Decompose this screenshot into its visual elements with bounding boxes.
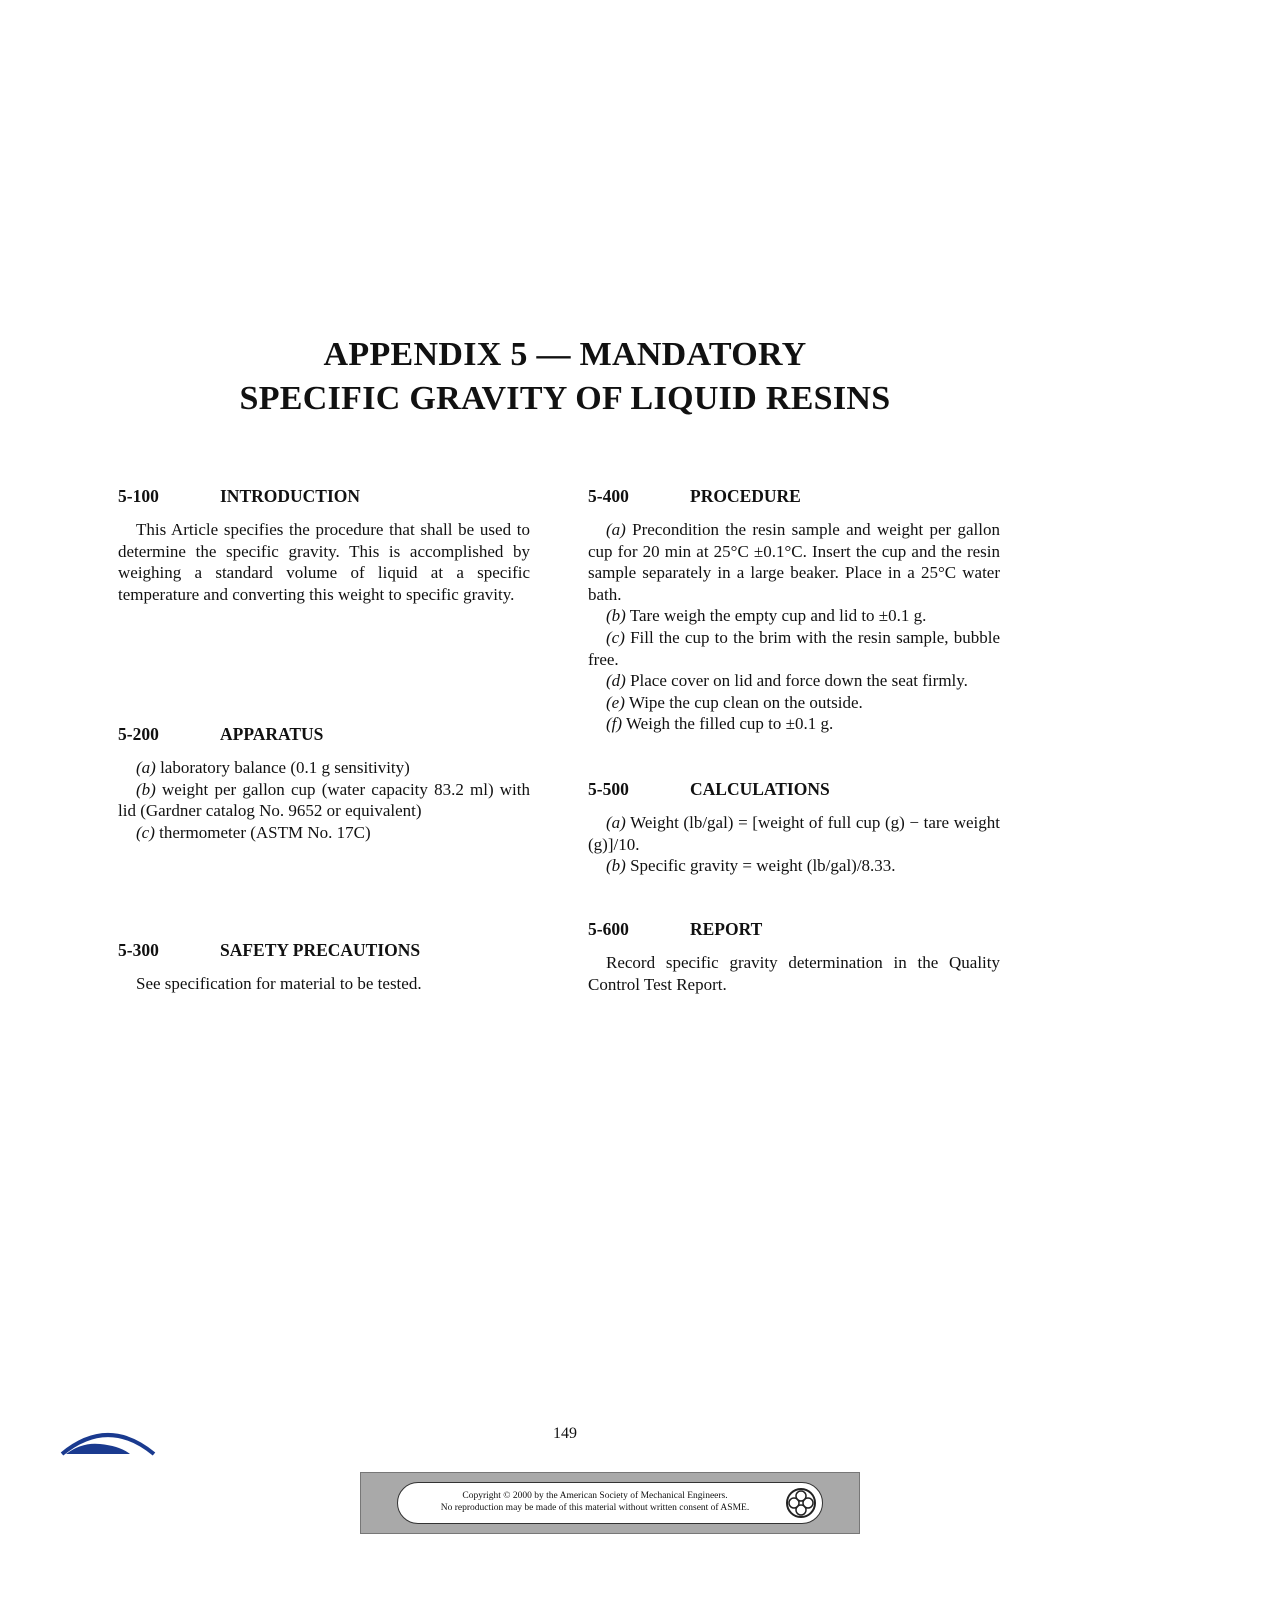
- asme-seal-icon: [784, 1486, 818, 1524]
- procedure-list: [588, 519, 1000, 735]
- list-item: (c) thermometer (ASTM No. 17C): [136, 822, 371, 842]
- list-item: (a) laboratory balance (0.1 g sensitivity): [136, 758, 410, 777]
- section-title: INTRODUCTION: [220, 486, 361, 506]
- section-number: 5-500: [588, 779, 629, 799]
- list-item: (b) weight per gallon cup (water capacity 83.2 ml) with lid (Gardner catalog No. 9652 or equivalent): [118, 779, 530, 821]
- calculations-list: [588, 812, 1000, 877]
- section-heading-report: [588, 919, 762, 941]
- section-heading-safety: [118, 940, 420, 962]
- reproduction-line: No reproduction may be made of this material without written consent of ASME.: [440, 1503, 750, 1513]
- list-item: (e) Wipe the cup clean on the outside.: [606, 692, 863, 712]
- safety-paragraph: See specification for material to be tested.: [136, 974, 422, 993]
- section-number: 5-600: [588, 919, 629, 939]
- list-item: (d) Place cover on lid and force down the seat firmly.: [606, 671, 968, 691]
- section-number: 5-300: [118, 940, 159, 960]
- list-item: (a) Weight (lb/gal) = [weight of full cup (g) − tare weight (g)]/10.: [588, 813, 1000, 854]
- section-heading-intro: [118, 486, 360, 508]
- list-item: (b) Specific gravity = weight (lb/gal)/8.33.: [606, 856, 896, 876]
- list-item: (f) Weigh the filled cup to ±0.1 g.: [606, 714, 834, 734]
- page-number: 149: [553, 1425, 577, 1442]
- section-title: APPARATUS: [220, 724, 324, 744]
- appendix-title: APPENDIX 5 — MANDATORY: [323, 336, 807, 373]
- list-item: (a) Precondition the resin sample and weight per gallon cup for 20 min at 25°C ±0.1°C. Insert the cup and the resin sample separately in a large beaker. Place in a 25°C water bath.: [588, 520, 1001, 604]
- section-title: SAFETY PRECAUTIONS: [220, 940, 421, 960]
- appendix-subtitle: SPECIFIC GRAVITY OF LIQUID RESINS: [239, 380, 891, 417]
- list-item: (c) Fill the cup to the brim with the resin sample, bubble free.: [588, 627, 1000, 669]
- copyright-line: Copyright © 2000 by the American Society of Mechanical Engineers.: [462, 1491, 728, 1501]
- section-title: REPORT: [690, 919, 763, 939]
- copyright-notice: [397, 1482, 823, 1524]
- list-item: (b) Tare weigh the empty cup and lid to ±0.1 g.: [606, 606, 927, 626]
- section-heading-apparatus: [118, 724, 323, 746]
- apparatus-list: [118, 757, 530, 843]
- section-number: 5-100: [118, 486, 159, 506]
- copyright-footer: [360, 1472, 860, 1534]
- section-number: 5-200: [118, 724, 159, 744]
- intro-paragraph: This Article specifies the procedure that shall be used to determine the specific gravity. This is accomplished by weighing a standard volume of liquid at a specific temperature and converting this weight to specific gravity.: [118, 520, 530, 604]
- section-number: 5-400: [588, 486, 629, 506]
- report-paragraph: Record specific gravity determination in the Quality Control Test Report.: [588, 953, 1000, 994]
- section-title: CALCULATIONS: [690, 779, 830, 799]
- section-heading-procedure: [588, 486, 801, 508]
- section-title: PROCEDURE: [690, 486, 801, 506]
- section-heading-calculations: [588, 779, 830, 801]
